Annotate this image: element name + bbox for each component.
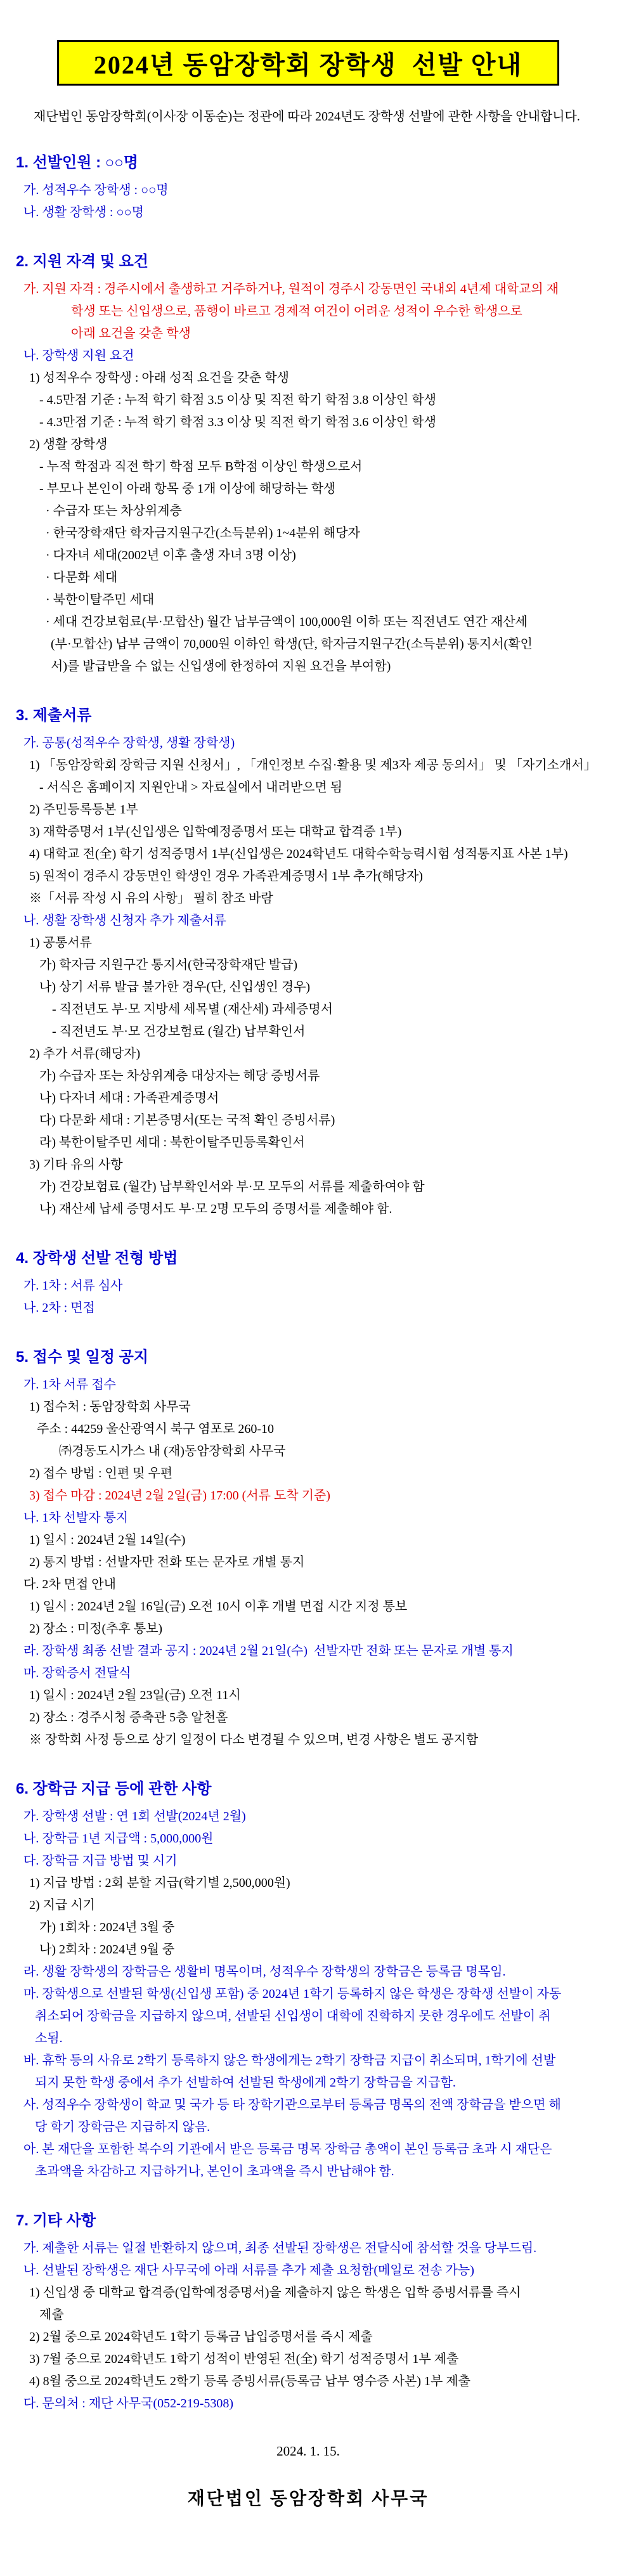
- body-line: 1) 일시 : 2024년 2월 16일(금) 오전 10시 이후 개별 면접 시간 지정 통보: [29, 1600, 408, 1614]
- body-line: 학생 또는 신입생으로, 품행이 바르고 경제적 여건이 어려운 성적이 우수한 학생으로: [71, 304, 522, 318]
- document-title: 2024년 동암장학회 장학생 선발 안내: [93, 50, 523, 79]
- body-line: 다) 다문화 세대 : 기본증명서(또는 국적 확인 증빙서류): [39, 1113, 335, 1127]
- body-line: 소됨.: [35, 2031, 63, 2045]
- body-line: 나) 2회차 : 2024년 9월 중: [39, 1943, 175, 1957]
- section-heading: 1. 선발인원 : ○○명: [16, 154, 138, 171]
- body-line: 2) 주민등록등본 1부: [29, 803, 138, 817]
- body-line: 가. 1차 : 서류 심사: [23, 1279, 123, 1293]
- body-line: 1) 신입생 중 대학교 합격증(입학예정증명서)을 제출하지 않은 학생은 입학 증빙서류를 즉시: [29, 2286, 521, 2300]
- section: [16, 1345, 600, 1751]
- body-line: 1) 「동암장학회 장학금 지원 신청서」, 「개인정보 수집·활용 및 제3자 제공 동의서」 및 「자기소개서」: [29, 758, 597, 772]
- body-line: 나. 장학생 지원 요건: [23, 349, 134, 363]
- body-line: 사. 성적우수 장학생이 학교 및 국가 등 타 장학기관으로부터 등록금 명목의 전액 장학금을 받으면 해: [23, 2098, 561, 2112]
- body-line: 나. 2차 : 면접: [23, 1301, 95, 1315]
- body-line: 2) 통지 방법 : 선발자만 전화 또는 문자로 개별 통지: [29, 1555, 305, 1569]
- body-line: 초과액을 차감하고 지급하거나, 본인이 초과액을 즉시 반납해야 함.: [35, 2165, 394, 2178]
- body-line: · 한국장학재단 학자금지원구간(소득분위) 1~4분위 해당자: [46, 526, 360, 540]
- body-line: 가) 1회차 : 2024년 3월 중: [39, 1920, 175, 1934]
- body-line: 가. 성적우수 장학생 : ○○명: [23, 183, 169, 197]
- body-line: · 세대 건강보험료(부·모합산) 월간 납부금액이 100,000원 이하 또는 직전년도 연간 재산세: [46, 615, 528, 629]
- sections-container: [16, 150, 600, 2415]
- section-heading: 2. 지원 자격 및 요건: [16, 253, 148, 270]
- body-line: 제출: [39, 2308, 64, 2322]
- body-line: 나. 1차 선발자 통지: [23, 1511, 129, 1525]
- body-line: 서)를 발급받을 수 없는 신입생에 한정하여 지원 요건을 부여함): [51, 659, 391, 673]
- body-line: - 누적 학점과 직전 학기 학점 모두 B학점 이상인 학생으로서: [39, 460, 363, 474]
- body-line: 라) 북한이탈주민 세대 : 북한이탈주민등록확인서: [39, 1136, 305, 1149]
- body-line: · 북한이탈주민 세대: [46, 593, 155, 607]
- body-line: 2) 추가 서류(해당자): [29, 1047, 141, 1061]
- title-banner: [57, 40, 559, 86]
- body-line: 마. 장학생으로 선발된 학생(신입생 포함) 중 2024년 1학기 등록하지 않은 학생은 장학생 선발이 자동: [23, 1987, 562, 2001]
- body-line: ※ 장학회 사정 등으로 상기 일정이 다소 변경될 수 있으며, 변경 사항은 별도 공지함: [29, 1733, 479, 1747]
- body-line: 4) 8월 중으로 2024학년도 2학기 등록 증빙서류(등록금 납부 영수증 사본) 1부 제출: [29, 2374, 470, 2388]
- body-line: - 직전년도 부·모 지방세 세목별 (재산세) 과세증명서: [52, 1002, 334, 1016]
- intro-text: 재단법인 동암장학회(이사장 이동순)는 정관에 따라 2024년도 장학생 선발에 관한 사항을 안내합니다.: [34, 110, 580, 124]
- body-line: 나. 생활 장학생 : ○○명: [23, 205, 144, 219]
- section-heading: 3. 제출서류: [16, 707, 92, 724]
- body-line: 가. 공통(성적우수 장학생, 생활 장학생): [23, 736, 235, 750]
- body-line: 5) 원적이 경주시 강동면인 학생인 경우 가족관계증명서 1부 추가(해당자): [29, 869, 423, 883]
- body-line: 3) 재학증명서 1부(신입생은 입학예정증명서 또는 대학교 합격증 1부): [29, 825, 402, 839]
- body-line: 2) 생활 장학생: [29, 437, 108, 451]
- date-line: 2024. 1. 15.: [276, 2443, 340, 2459]
- body-line: 2) 접수 방법 : 인편 및 우편: [29, 1466, 173, 1480]
- body-line: 다. 문의처 : 재단 사무국(052-219-5308): [23, 2397, 234, 2411]
- footer-org: 재단법인 동암장학회 사무국: [187, 2489, 429, 2509]
- body-line: 가) 학자금 지원구간 통지서(한국장학재단 발급): [39, 958, 298, 972]
- body-line: 1) 지급 방법 : 2회 분할 지급(학기별 2,500,000원): [29, 1876, 290, 1890]
- body-line: 가. 지원 자격 : 경주시에서 출생하고 거주하거나, 원적이 경주시 강동면인 국내외 4년제 대학교의 재: [23, 282, 559, 296]
- body-line: 1) 일시 : 2024년 2월 23일(금) 오전 11시: [29, 1688, 241, 1702]
- body-line: - 4.5만점 기준 : 누적 학기 학점 3.5 이상 및 직전 학기 학점 3.8 이상인 학생: [39, 393, 436, 407]
- body-line: 나. 생활 장학생 신청자 추가 제출서류: [23, 914, 226, 928]
- body-line: 가) 건강보험료 (월간) 납부확인서와 부·모 모두의 서류를 제출하여야 함: [39, 1180, 425, 1194]
- body-line: ※「서류 작성 시 유의 사항」 필히 참조 바람: [29, 891, 273, 905]
- body-line: ㈜경동도시가스 내 (재)동암장학회 사무국: [59, 1444, 286, 1458]
- body-line: 가. 제출한 서류는 일절 반환하지 않으며, 최종 선발된 장학생은 전달식에 참석할 것을 당부드림.: [23, 2241, 537, 2255]
- section-heading: 5. 접수 및 일정 공지: [16, 1349, 148, 1366]
- body-line: - 서식은 홈페이지 지원안내 > 자료실에서 내려받으면 됨: [39, 780, 342, 794]
- body-line: 나. 장학금 1년 지급액 : 5,000,000원: [23, 1832, 214, 1846]
- body-line: 아래 요건을 갖춘 학생: [71, 327, 191, 340]
- body-line: 주소 : 44259 울산광역시 북구 염포로 260-10: [37, 1422, 275, 1436]
- body-line: 2) 장소 : 미정(추후 통보): [29, 1622, 163, 1636]
- body-line: 바. 휴학 등의 사유로 2학기 등록하지 않은 학생에게는 2학기 장학금 지급이 취소되며, 1학기에 선발: [23, 2054, 556, 2068]
- body-line: 1) 공통서류: [29, 936, 92, 950]
- body-line: 2) 2월 중으로 2024학년도 1학기 등록금 납입증명서를 즉시 제출: [29, 2330, 373, 2344]
- body-line: 당 학기 장학금은 지급하지 않음.: [35, 2120, 211, 2134]
- body-line: 4) 대학교 전(全) 학기 성적증명서 1부(신입생은 2024학년도 대학수학능력시험 성적통지표 사본 1부): [29, 847, 568, 861]
- body-line: 가. 장학생 선발 : 연 1회 선발(2024년 2월): [23, 1809, 246, 1823]
- section: [16, 249, 600, 678]
- section-heading: 6. 장학금 지급 등에 관한 사항: [16, 1780, 212, 1797]
- section-heading: 7. 기타 사항: [16, 2212, 96, 2229]
- body-line: 가. 1차 서류 접수: [23, 1378, 116, 1392]
- body-line: 3) 접수 마감 : 2024년 2월 2일(금) 17:00 (서류 도착 기준): [29, 1489, 330, 1503]
- body-line: 마. 장학증서 전달식: [23, 1666, 131, 1680]
- body-line: · 수급자 또는 차상위계층: [46, 504, 182, 518]
- body-line: 2) 지급 시기: [29, 1898, 95, 1912]
- body-line: 1) 접수처 : 동암장학회 사무국: [29, 1400, 191, 1414]
- body-line: 나) 다자녀 세대 : 가족관계증명서: [39, 1091, 219, 1105]
- body-line: - 부모나 본인이 아래 항목 중 1개 이상에 해당하는 학생: [39, 482, 336, 496]
- section: [16, 1246, 600, 1319]
- body-line: · 다자녀 세대(2002년 이후 출생 자녀 3명 이상): [46, 548, 296, 562]
- body-line: - 직전년도 부·모 건강보험료 (월간) 납부확인서: [52, 1025, 306, 1039]
- section: [16, 2208, 600, 2415]
- body-line: 3) 기타 유의 사항: [29, 1158, 123, 1172]
- body-line: · 다문화 세대: [46, 571, 118, 585]
- body-line: 1) 성적우수 장학생 : 아래 성적 요건을 갖춘 학생: [29, 371, 289, 385]
- section-heading: 4. 장학생 선발 전형 방법: [16, 1250, 178, 1267]
- body-line: (부·모합산) 납부 금액이 70,000원 이하인 학생(단, 학자금지원구간(소득분위) 통지서(확인: [51, 637, 533, 651]
- body-line: 라. 생활 장학생의 장학금은 생활비 명목이며, 성적우수 장학생의 장학금은 등록금 명목임.: [23, 1965, 506, 1979]
- body-line: 다. 장학금 지급 방법 및 시기: [23, 1854, 178, 1868]
- body-line: 2) 장소 : 경주시청 증축관 5층 알천홀: [29, 1711, 228, 1725]
- body-line: 나. 선발된 장학생은 재단 사무국에 아래 서류를 추가 제출 요청함(메일로 전송 가능): [23, 2263, 474, 2277]
- body-line: 라. 장학생 최종 선발 결과 공지 : 2024년 2월 21일(수) 선발자만 전화 또는 문자로 개별 통지: [23, 1644, 514, 1658]
- body-line: 3) 7월 중으로 2024학년도 1학기 성적이 반영된 전(全) 학기 성적증명서 1부 제출: [29, 2352, 459, 2366]
- section: [16, 150, 600, 224]
- section: [16, 703, 600, 1220]
- body-line: 나) 상기 서류 발급 불가한 경우(단, 신입생인 경우): [39, 980, 311, 994]
- body-line: 나) 재산세 납세 증명서도 부·모 2명 모두의 증명서를 제출해야 함.: [39, 1202, 392, 1216]
- body-line: - 4.3만점 기준 : 누적 학기 학점 3.3 이상 및 직전 학기 학점 3.6 이상인 학생: [39, 415, 436, 429]
- body-line: 아. 본 재단을 포함한 복수의 기관에서 받은 등록금 명목 장학금 총액이 본인 등록금 초과 시 재단은: [23, 2142, 552, 2156]
- body-line: 되지 못한 학생 중에서 추가 선발하여 선발된 학생에게 2학기 장학금을 지급함.: [35, 2076, 456, 2090]
- section: [16, 1777, 600, 2183]
- body-line: 가) 수급자 또는 차상위계층 대상자는 해당 증빙서류: [39, 1069, 320, 1083]
- body-line: 취소되어 장학금을 지급하지 않으며, 선발된 신입생이 대학에 진학하지 못한 경우에도 선발이 취: [35, 2009, 551, 2023]
- body-line: 1) 일시 : 2024년 2월 14일(수): [29, 1533, 186, 1547]
- body-line: 다. 2차 면접 안내: [23, 1577, 116, 1591]
